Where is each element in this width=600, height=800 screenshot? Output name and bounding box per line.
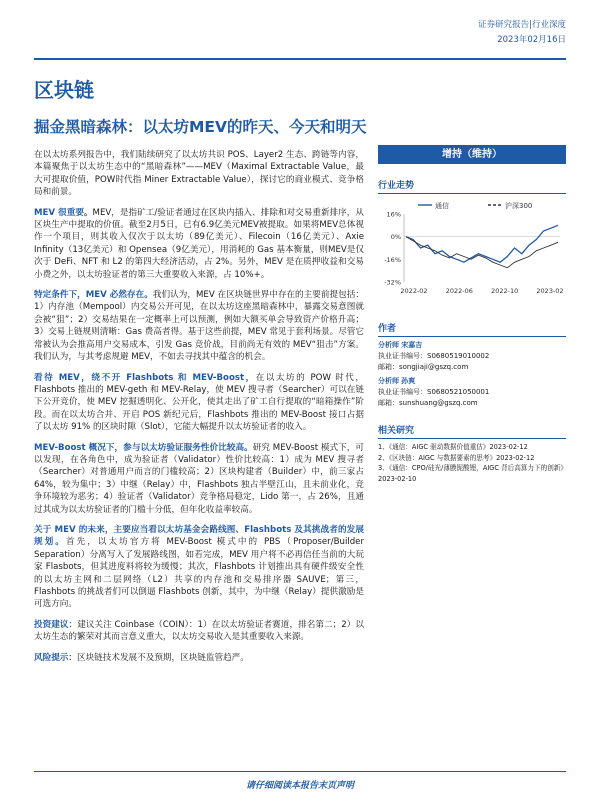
series-line-hs300	[406, 237, 558, 268]
author-2-email-label: 邮箱：	[378, 399, 399, 407]
paragraph-1	[34, 207, 364, 281]
header-divider	[34, 58, 566, 60]
paragraph-2-lead: 特定条件下，MEV 必然存在。	[34, 290, 153, 301]
paragraph-5-lead: 关于 MEV 的未来，主要应当看以太坊基金会路线图、Flashbots 及其挑战者的发展规划。	[34, 524, 364, 548]
paragraph-3-lead: 看待 MEV，绕不开 Flashbots 和 MEV-Boost，	[34, 372, 256, 383]
report-title: 掘金黑暗森林：以太坊MEV的昨天、今天和明天	[34, 118, 367, 136]
legend-label: 通信	[435, 202, 449, 210]
x-tick-label: 2023-02	[536, 287, 564, 295]
author-1-cert-label: 执业证书编号：	[378, 352, 427, 360]
sidebar	[378, 145, 566, 484]
rating-badge: 增持（维持）	[378, 145, 566, 164]
paragraph-5	[34, 524, 364, 611]
y-tick-label: -16%	[384, 255, 401, 264]
investment-advice-text: 建议关注 Coinbase（COIN）：1）在以太坊验证者赛道，排名第二；2）以太坊生态的繁荣对其而言意义重大，以太坊交易收入是其重要收入来源。	[34, 619, 364, 643]
intro-paragraph: 在以太坊系列报告中，我们陆续研究了以太坊共识 POS、Layer2 生态、跨链等内容，本篇聚焦于以太坊生态中的“黑暗森林”——MEV（Maximal Extractable Value，最大可提取价值，POW时代指 Miner Extractable Value），探讨它的商业模式、竞争格局和前景。	[34, 150, 364, 198]
report-date: 2023年02月16日	[497, 35, 566, 45]
paragraph-2	[34, 289, 364, 363]
author-1-cert: S0680519010002	[427, 352, 490, 360]
paragraph-4-lead: MEV-Boost 概况下，参与以太坊验证服务性价比较高。	[34, 442, 253, 453]
risk-warning	[34, 652, 364, 664]
author-1-email-label: 邮箱：	[378, 363, 399, 371]
author-2-cert-label: 执业证书编号：	[378, 388, 427, 396]
related-item[interactable]: 3、《通信：CPO/硅光/薄膜铌酸锂，AIGC 背后高算力下的创新》2023-02-10	[378, 464, 564, 483]
y-tick-label: -32%	[384, 278, 401, 287]
paragraph-4-text: 研究 MEV-Boost 模式下，可以发现，在各角色中，成为验证者（Validator）性价比较高：1）成为 MEV 搜寻者（Searcher）对普通用户而言的门槛较高；2）区块构建者（Builder）中，前三家占 64%，较为集中；3）中继（Relay）中，Flashbots 独占半壁江山，且未前业化，竞争环境较为恶劣；4）验证者（Validator）竞争格局稳定，Lido 第一，占 26%，且通过其成为以太坊验证者的门槛十分低，但年化收益率较高。	[34, 442, 364, 515]
author-1-email[interactable]: songjiaji@gszq.com	[399, 363, 469, 371]
x-tick-label: 2022-06	[445, 287, 473, 295]
legend-label: 沪深300	[505, 202, 533, 210]
author-2-name: 孙爽	[401, 377, 416, 385]
author-1-role: 分析师	[378, 341, 399, 349]
author-1-name: 宋嘉吉	[401, 341, 423, 349]
paragraph-1-text: MEV，是指矿工/验证者通过在区块内插入、排除和对交易重新排序，从区块生产中提取的价值。截至2月5日，已有6.9亿美元MEV被提取。如果将MEV总体视作一个项目，则其收入仅次于以太坊（89亿美元）、Filecoin（16亿美元）、Axie Infinity（13亿美元）和 Opensea（9亿美元），用消耗的 Gas 基本衡量，则MEV是仅次于 DeFi、NFT 和 L2 的第四大经济活动，占 2%。另外，MEV 是在质押收益和交易小费之外，以太坊验证者的第三大重要收入来源，占 10%+。	[34, 207, 364, 280]
x-tick-label: 2022-10	[491, 287, 519, 295]
related-section-title: 相关研究	[378, 423, 566, 439]
author-2	[378, 376, 566, 409]
paragraph-2-text: 我们认为，MEV 在区块链世界中存在的主要前提包括：1）内存池（Mempool）内交易公开可见，在以太坊这座黑暗森林中，暴露交易意图就会被“狙”；2）交易结果在一定概率上可以预测，例如大额买单会导致资产价格升高；3）交易上链规则清晰：Gas 费高者得。基于这些前提，MEV 常见于套利场景。尽管它常被认为会推高用户交易成本，引发 Gas 竞价战，目前尚无有效的 MEV“狙击”方案。我们认为，与其考虑规避 MEV，不如去寻找其中蕴含的机会。	[34, 290, 364, 363]
related-item[interactable]: 1、《通信：AIGC 驱动数据价值重估》2023-02-12	[378, 443, 528, 451]
paragraph-3	[34, 372, 364, 434]
trend-chart	[378, 198, 566, 307]
investment-advice-lead: 投资建议：	[34, 619, 78, 630]
related-list	[378, 442, 566, 484]
risk-warning-lead: 风险提示：	[34, 652, 77, 663]
footer-divider	[34, 771, 566, 772]
report-header	[478, 18, 566, 48]
authors-section-title: 作者	[378, 321, 566, 337]
paragraph-3-text: 在以太坊的 POW 时代，Flashbots 推出的 MEV-geth 和 MEV-Relay，使 MEV 搜寻者（Searcher）可以在链下公开竞价，使 MEV 挖掘透明化、公开化，使其走出了矿工自行提取的“暗箱操作”阶段。而在以太坊合并、开启 POS 新纪元后，Flashbots 推出的 MEV-Boost 接口占据了以太坊 91% 的区块时隙（Slot），它能大幅提升以太坊验证者的收入。	[34, 372, 364, 433]
y-tick-label: 16%	[386, 210, 401, 219]
author-1	[378, 340, 566, 373]
author-2-role: 分析师	[378, 377, 399, 385]
footer-disclaimer: 请仔细阅读本报告末页声明	[245, 781, 354, 791]
x-tick-label: 2022-02	[400, 287, 428, 295]
investment-advice	[34, 619, 364, 644]
report-type: 证券研究报告|行业深度	[478, 20, 566, 30]
trend-chart-svg	[378, 198, 566, 303]
risk-warning-text: 区块链技术发展不及预期，区块链监管趋严。	[76, 652, 249, 663]
sector-title: 区块链	[34, 78, 94, 102]
trend-section-title: 行业走势	[378, 178, 566, 194]
report-body	[34, 149, 364, 672]
author-2-email[interactable]: sunshuang@gszq.com	[399, 399, 478, 407]
paragraph-1-lead: MEV 很重要。	[34, 207, 93, 218]
author-2-cert: S0680521050001	[427, 388, 490, 396]
y-tick-label: 0%	[390, 233, 401, 242]
paragraph-4	[34, 442, 364, 516]
paragraph-5-text: 首先，以太坊官方将 MEV-Boost 模式中的 PBS（Proposer/Builder Separation）分离写入了发展路线图，如若完成，MEV 用户将不必再信任当前的大玩家 Flasbots，但其进度料将较为缓慢；其次，Flashbots 计划推出具有硬件级安全性的以太坊主网和二层网络（L2）共享的内存池和交易排序器 SAUVE；第三，Flashbots 的挑战者们可以倒逼 Flashbots 创新，其中，为中继（Relay）提供激励是可选方向。	[34, 537, 364, 610]
related-item[interactable]: 2、《区块链：AIGC 与数据要素的思考》2023-02-12	[378, 453, 535, 462]
